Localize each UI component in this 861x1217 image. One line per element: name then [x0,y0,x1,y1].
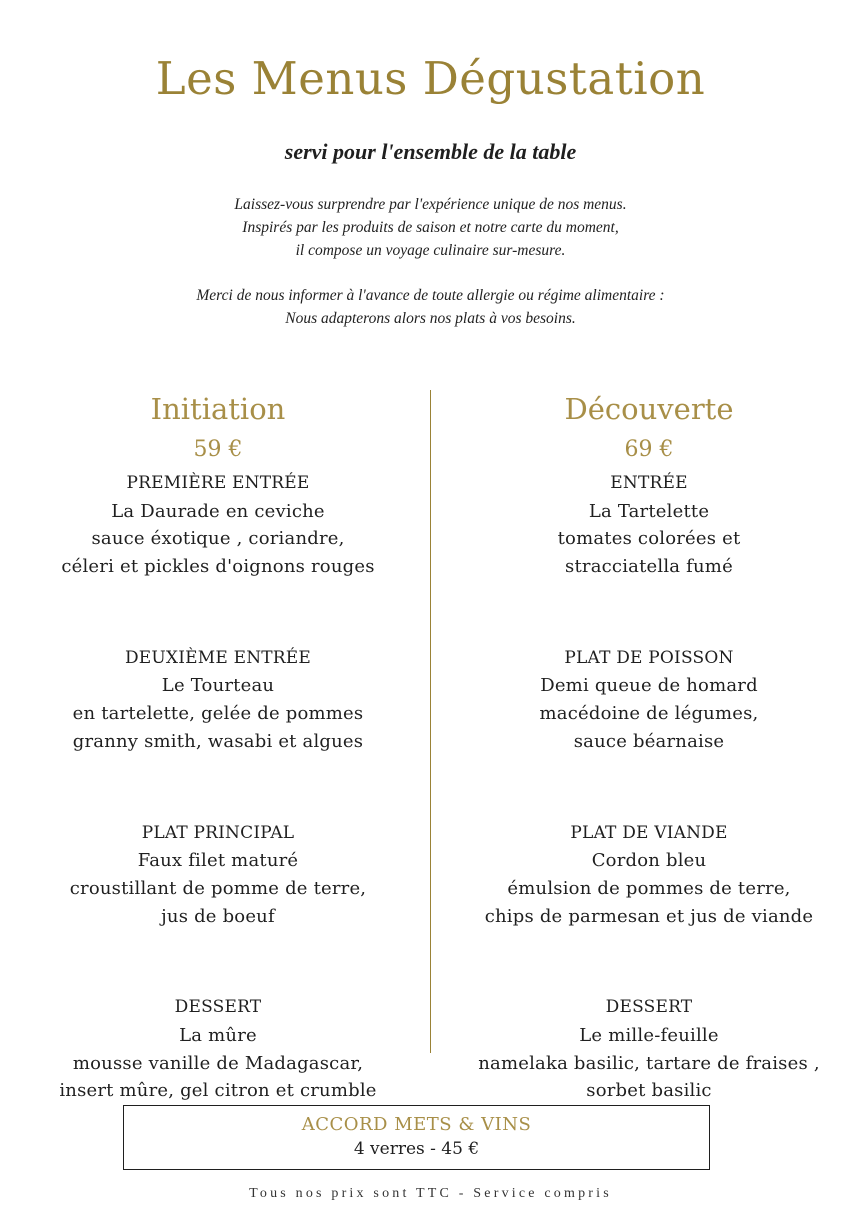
course-list [449,470,849,1105]
course [449,470,849,581]
wine-pairing-box [123,1105,710,1170]
course-line: émulsion de pommes de terre, [507,877,791,899]
course-line: Le Tourteau [161,675,275,697]
course-list [18,470,418,1105]
course-line: Cordon bleu [591,850,707,872]
course-line: croustillant de pomme de terre, [69,877,367,899]
intro-line: Laissez-vous surprendre par l'expérience unique de nos menus. [234,196,627,213]
course-line: sauce éxotique , coriandre, [91,528,345,550]
course-line: La mûre [179,1024,257,1046]
course-line: insert mûre, gel citron et crumble [59,1080,377,1102]
course-line: céleri et pickles d'oignons rouges [61,556,375,578]
course-line: sauce béarnaise [573,730,725,752]
course [18,820,418,931]
course-heading: PREMIÈRE ENTRÉE [126,473,310,493]
course-heading: PLAT DE POISSON [564,647,734,668]
course-line: La Daurade en ceviche [111,500,325,522]
footer-note: Tous nos prix sont TTC - Service compris [249,1186,612,1201]
intro-line: il compose un voyage culinaire sur-mesure. [295,242,566,259]
course-line: La Tartelette [588,500,710,522]
course-heading: DESSERT [174,997,262,1018]
course-heading: DESSERT [605,997,693,1018]
intro-paragraph-1 [0,193,861,262]
page-title: Les Menus Dégustation [155,52,706,105]
course [18,994,418,1105]
course-line: en tartelette, gelée de pommes [72,703,364,725]
course-line: Faux filet maturé [137,850,299,872]
course-line: jus de boeuf [161,905,275,927]
wine-pairing-title: ACCORD METS & VINS [301,1114,532,1135]
course [449,820,849,931]
course-line: namelaka basilic, tartare de fraises , [478,1052,820,1074]
course [449,645,849,756]
course-heading: ENTRÉE [610,473,688,493]
menu-price: 69 € [624,437,674,462]
course-line: chips de parmesan et jus de viande [484,905,814,927]
column-divider [430,390,431,1053]
menu-initiation [18,388,418,1105]
course-line: granny smith, wasabi et algues [72,730,364,752]
course [18,645,418,756]
menu-name: Initiation [150,392,286,426]
course-heading: PLAT PRINCIPAL [141,822,295,843]
course-line: macédoine de légumes, [539,703,759,725]
course [449,994,849,1105]
intro-line: Merci de nous informer à l'avance de toute allergie ou régime alimentaire : [196,287,665,304]
course-line: Demi queue de homard [540,675,758,697]
page-subtitle: servi pour l'ensemble de la table [284,139,577,164]
menu-price: 59 € [193,437,243,462]
course-heading: PLAT DE VIANDE [570,822,728,843]
course-line: stracciatella fumé [565,556,733,578]
course-heading: DEUXIÈME ENTRÉE [124,647,312,668]
intro-line: Nous adapterons alors nos plats à vos besoins. [285,310,576,327]
wine-pairing-detail: 4 verres - 45 € [353,1139,480,1159]
course-line: Le mille-feuille [579,1024,719,1046]
menu-name: Découverte [564,392,734,426]
intro-line: Inspirés par les produits de saison et notre carte du moment, [242,219,619,236]
course [18,470,418,581]
course-line: tomates colorées et [557,528,741,550]
course-line: mousse vanille de Madagascar, [72,1052,364,1074]
course-line: sorbet basilic [586,1080,712,1102]
menu-decouverte [449,388,849,1105]
intro-paragraph-2 [0,284,861,330]
